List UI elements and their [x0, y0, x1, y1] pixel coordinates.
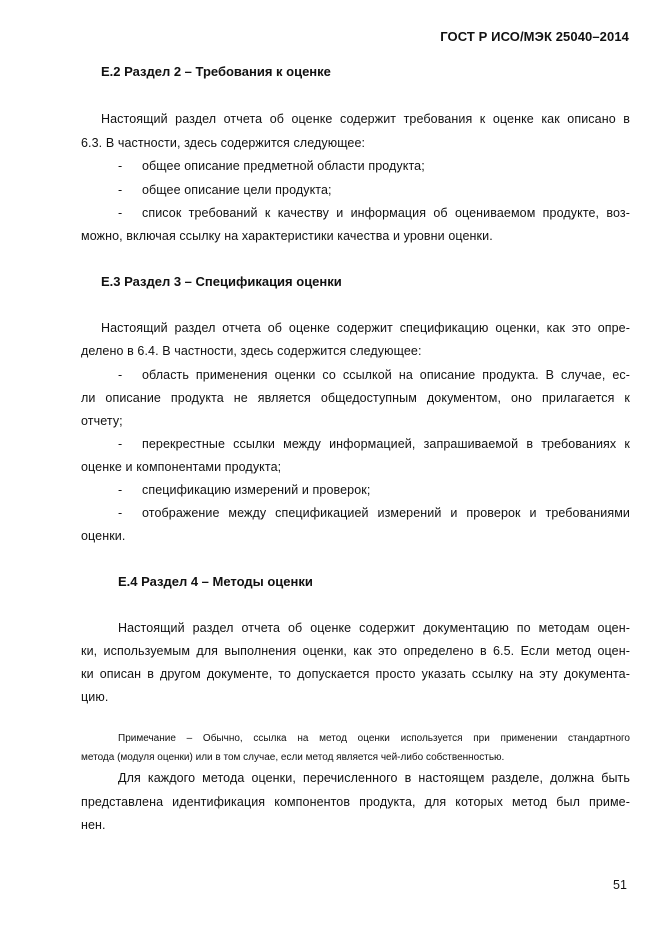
paragraph-line: представлена идентификация компонентов продукта, для которых метод был приме- [81, 795, 630, 809]
bullet-marker: - [118, 437, 123, 451]
list-item: область применения оценки со ссылкой на описание продукта. В случае, ес- [142, 368, 630, 382]
paragraph-line: цию. [81, 690, 109, 704]
paragraph-line: Настоящий раздел отчета об оценке содержит требования к оценке как описано в [101, 112, 630, 126]
paragraph-line: нен. [81, 818, 106, 832]
note-line: метода (модуля оценки) или в том случае, если метод является чей-либо собственностью. [81, 752, 505, 763]
paragraph-line: ки описан в другом документе, то допускается просто указать ссылку на эту документа- [81, 667, 630, 681]
note-line: Примечание – Обычно, ссылка на метод оценки используется при применении стандартного [118, 733, 630, 744]
list-item: общее описание предметной области продукта; [142, 159, 425, 173]
section-heading-e2: Е.2 Раздел 2 – Требования к оценке [101, 64, 331, 79]
bullet-marker: - [118, 368, 123, 382]
paragraph-line: Настоящий раздел отчета об оценке содержит документацию по методам оцен- [118, 621, 630, 635]
list-item: общее описание цели продукта; [142, 183, 332, 197]
list-item-continuation: можно, включая ссылку на характеристики качества и уровни оценки. [81, 229, 493, 243]
bullet-marker: - [118, 506, 123, 520]
bullet-marker: - [118, 183, 123, 197]
paragraph-line: Для каждого метода оценки, перечисленного в настоящем разделе, должна быть [118, 771, 630, 785]
list-item-continuation: оценки. [81, 529, 126, 543]
section-heading-e3: Е.3 Раздел 3 – Спецификация оценки [101, 274, 342, 289]
bullet-marker: - [118, 206, 123, 220]
list-item: отображение между спецификацией измерений и проверок и требованиями [142, 506, 630, 520]
paragraph-line: 6.3. В частности, здесь содержится следующее: [81, 136, 366, 150]
page-number: 51 [613, 878, 627, 892]
list-item: перекрестные ссылки между информацией, запрашиваемой в требованиях к [142, 437, 630, 451]
section-heading-e4: Е.4 Раздел 4 – Методы оценки [118, 574, 313, 589]
bullet-marker: - [118, 483, 123, 497]
paragraph-line: Настоящий раздел отчета об оценке содержит спецификацию оценки, как это опре- [101, 321, 630, 335]
list-item-continuation: отчету; [81, 414, 123, 428]
bullet-marker: - [118, 159, 123, 173]
paragraph-line: ки, используемым для выполнения оценки, как это определено в 6.5. Если метод оцен- [81, 644, 630, 658]
list-item-continuation: ли описание продукта не является общедоступным документом, оно прилагается к [81, 391, 630, 405]
list-item: список требований к качеству и информация об оцениваемом продукте, воз- [142, 206, 630, 220]
list-item-continuation: оценке и компонентами продукта; [81, 460, 282, 474]
paragraph-line: делено в 6.4. В частности, здесь содержится следующее: [81, 344, 422, 358]
list-item: спецификацию измерений и проверок; [142, 483, 371, 497]
page-header: ГОСТ Р ИСО/МЭК 25040–2014 [440, 29, 629, 44]
